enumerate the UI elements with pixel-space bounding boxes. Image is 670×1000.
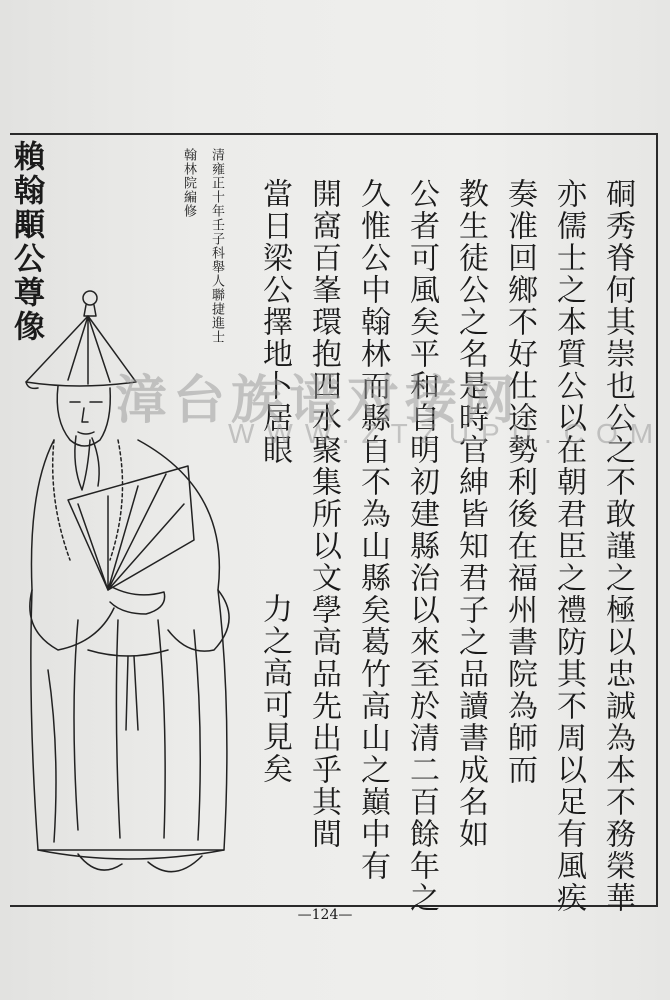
body-column-2: 亦儒士之本質公以在朝君臣之禮防其不周以足有風疾	[551, 178, 586, 914]
body-column-8: 當日梁公擇地卜居眼	[257, 178, 292, 466]
body-column-6: 久惟公中翰林而縣自不為山縣矣葛竹高山之巔中有	[355, 178, 390, 882]
body-column-4: 教生徒公之名是時官紳皆知君子之品讀書成名如	[453, 178, 488, 850]
watermark-url: WWW.ZTZUPU.COM	[228, 418, 666, 449]
body-column-5: 公者可風矣平和自明初建縣治以來至於清二百餘年之	[404, 178, 439, 914]
body-column-3: 奏准回鄉不好仕途勢利後在福州書院為師而	[502, 178, 537, 786]
body-column-1: 硐秀脊何其崇也公之不敢謹之極以忠誠為本不務榮華	[600, 178, 635, 914]
body-column-7: 開窩百峯環抱四水聚集所以文學高品先出乎其間	[306, 178, 341, 850]
watermark-text: 漳台族谱对接网	[115, 372, 522, 430]
subtitle-degree: 清雍正十年壬子科舉人聯捷進士	[209, 148, 224, 344]
page-number: —124—	[297, 907, 353, 923]
subtitle-office: 翰林院編修	[181, 148, 196, 218]
portrait-title: 賴翰顒公尊像	[8, 140, 44, 344]
body-closing: 力之高可見矣	[257, 593, 292, 785]
